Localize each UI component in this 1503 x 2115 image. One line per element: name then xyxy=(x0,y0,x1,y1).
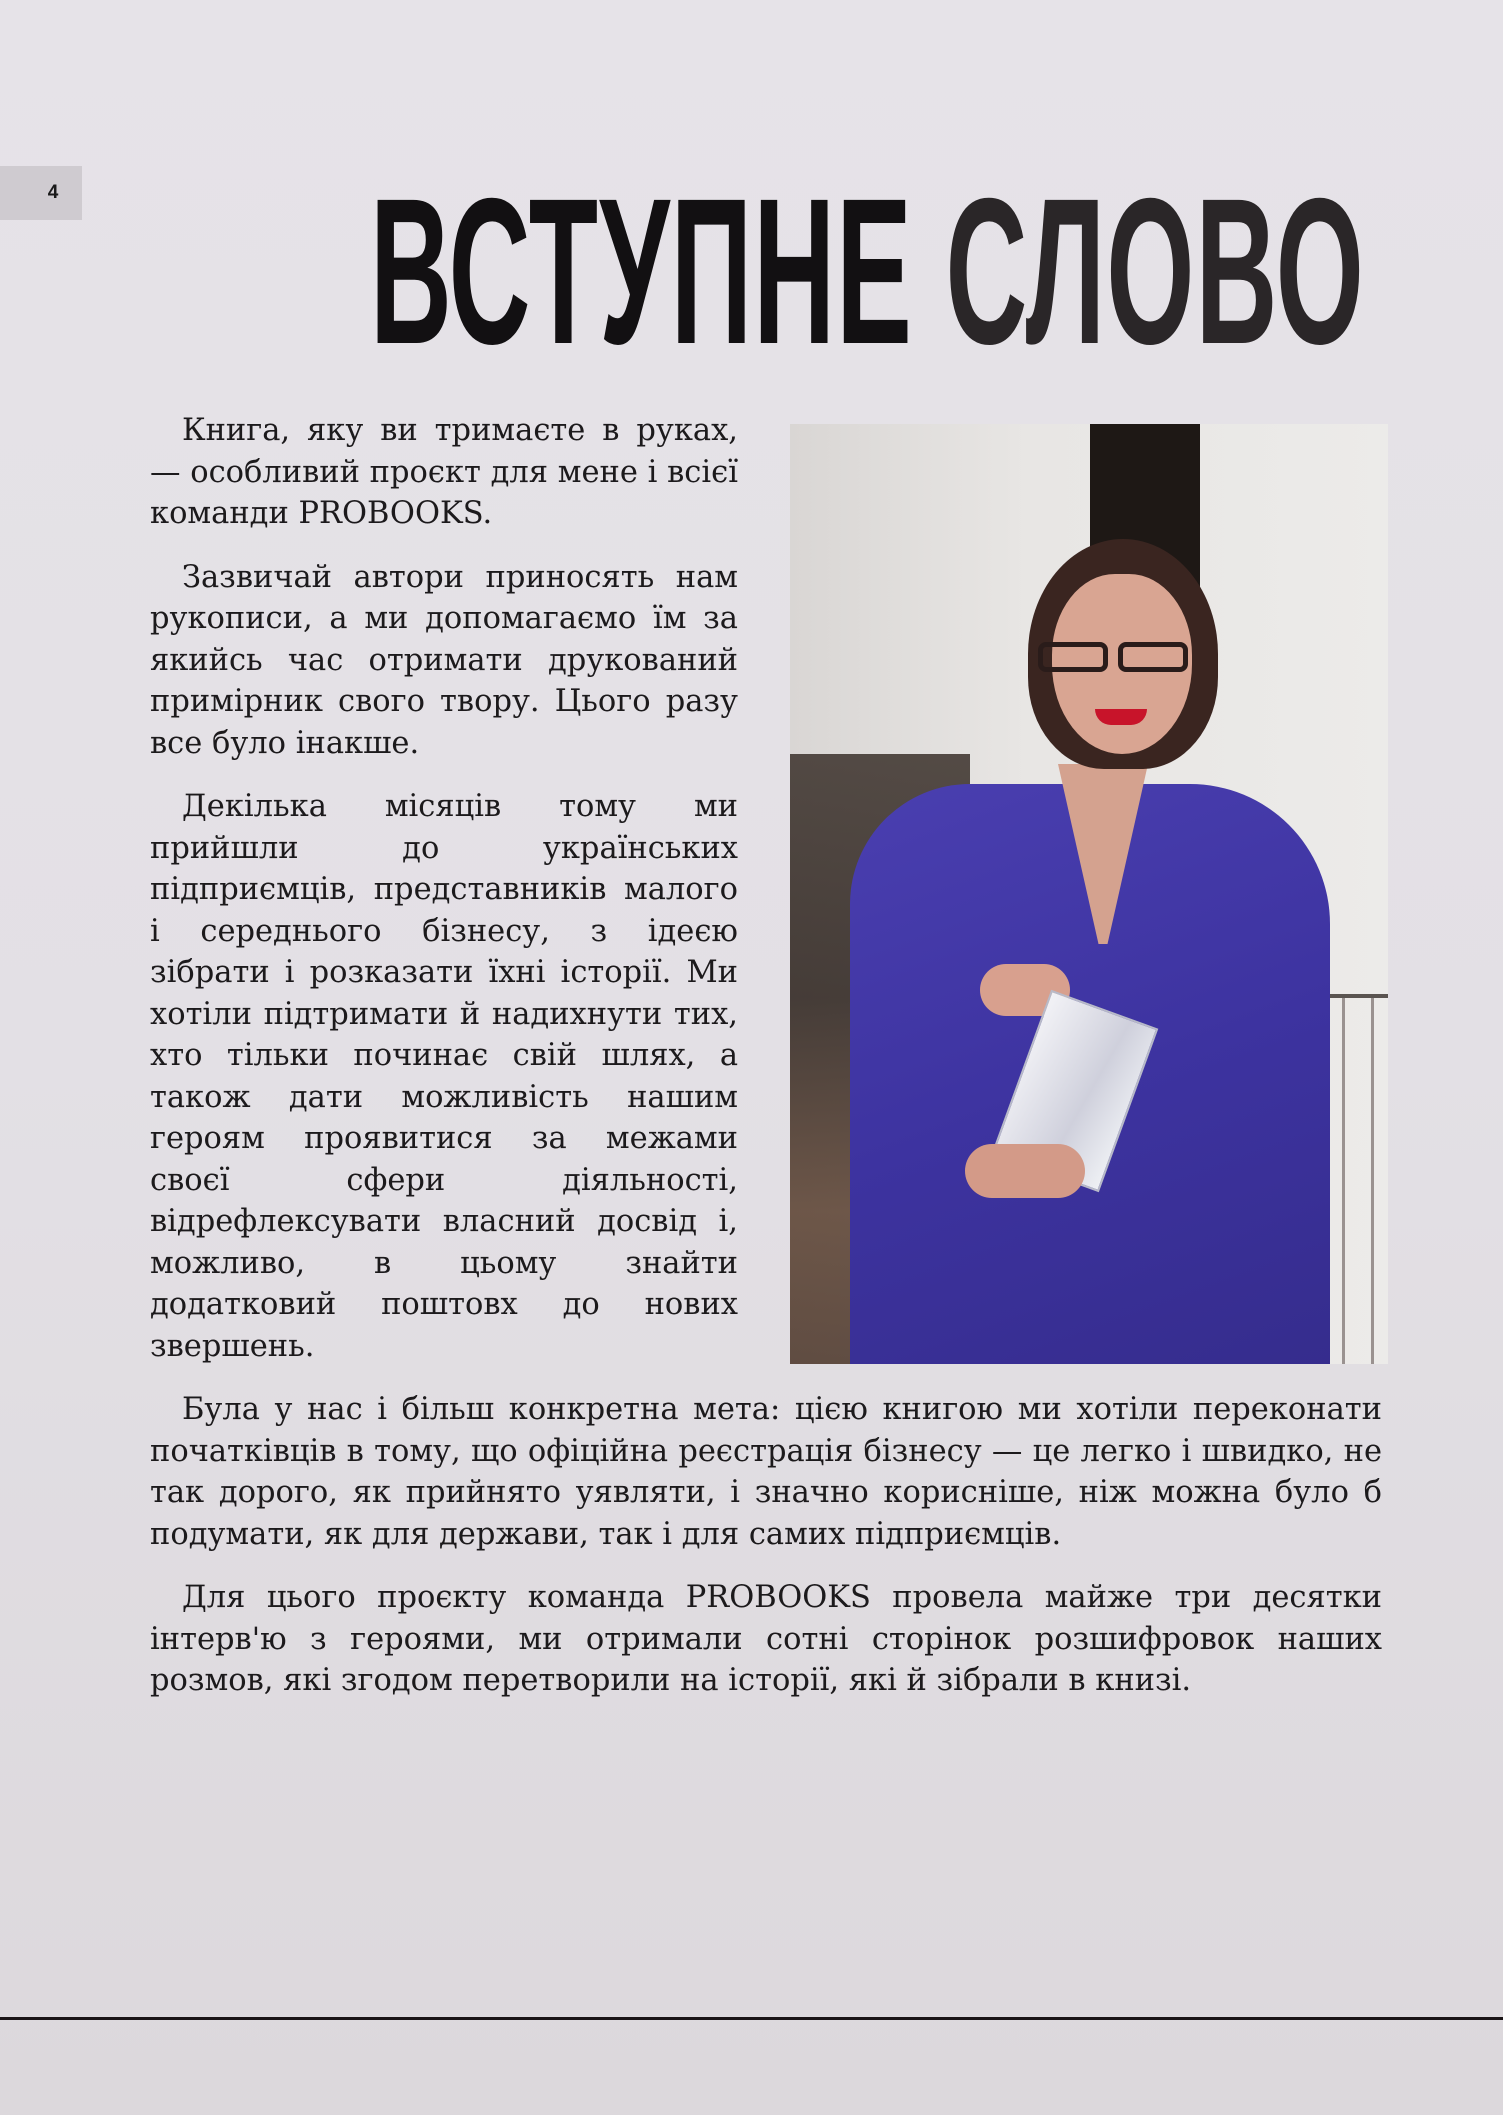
body-text xyxy=(150,410,1382,1724)
paragraph-1: Книга, яку ви тримаєте в руках, — особливий проєкт для мене і всієї команди PROBOOKS. xyxy=(150,413,738,531)
bottom-divider xyxy=(0,2017,1503,2020)
page-title xyxy=(370,156,1365,388)
page-title-word-one: ВСТУПНЕ xyxy=(370,156,913,388)
photo-glasses-icon xyxy=(1038,642,1188,672)
paragraph-5: Для цього проєкту команда PROBOOKS провела майже три десятки інтерв'ю з героями, ми отримали сотні сторінок розшифровок наших розмов, які згодом перетворили на історії, які й зібрали в книзі. xyxy=(150,1580,1382,1698)
page-number: 4 xyxy=(47,182,59,203)
photo-hand-lower xyxy=(965,1144,1085,1198)
page-title-word-two: СЛОВО xyxy=(945,156,1365,388)
paragraph-3: Декілька місяців тому ми прийшли до українських підприємців, представників малого і середнього бізнесу, з ідеєю зібрати і розказати їхні історії. Ми хотіли підтримати й надихнути тих, хто тільки починає свій шлях, а також дати можливість нашим героям проявитися за межами своєї сфери діяльності, відрефлексувати власний досвід і, можливо, в цьому знайти додатковий поштовх до нових звершень. xyxy=(150,789,738,1364)
page-number-tab xyxy=(0,166,82,220)
author-photo xyxy=(790,424,1388,1364)
paragraph-2: Зазвичай автори приносять нам рукописи, а ми допомагаємо їм за якийсь час отримати друкований примірник свого твору. Цього разу все було інакше. xyxy=(150,559,738,761)
photo-smile xyxy=(1095,709,1147,725)
paragraph-4: Була у нас і більш конкретна мета: цією книгою ми хотіли переконати початківців в тому, що офіційна реєстрація бізнесу — це легко і швидко, не так дорого, як прийнято уявляти, і значно корисніше, ніж можна було б подумати, як для держави, так і для самих підприємців. xyxy=(150,1392,1382,1552)
